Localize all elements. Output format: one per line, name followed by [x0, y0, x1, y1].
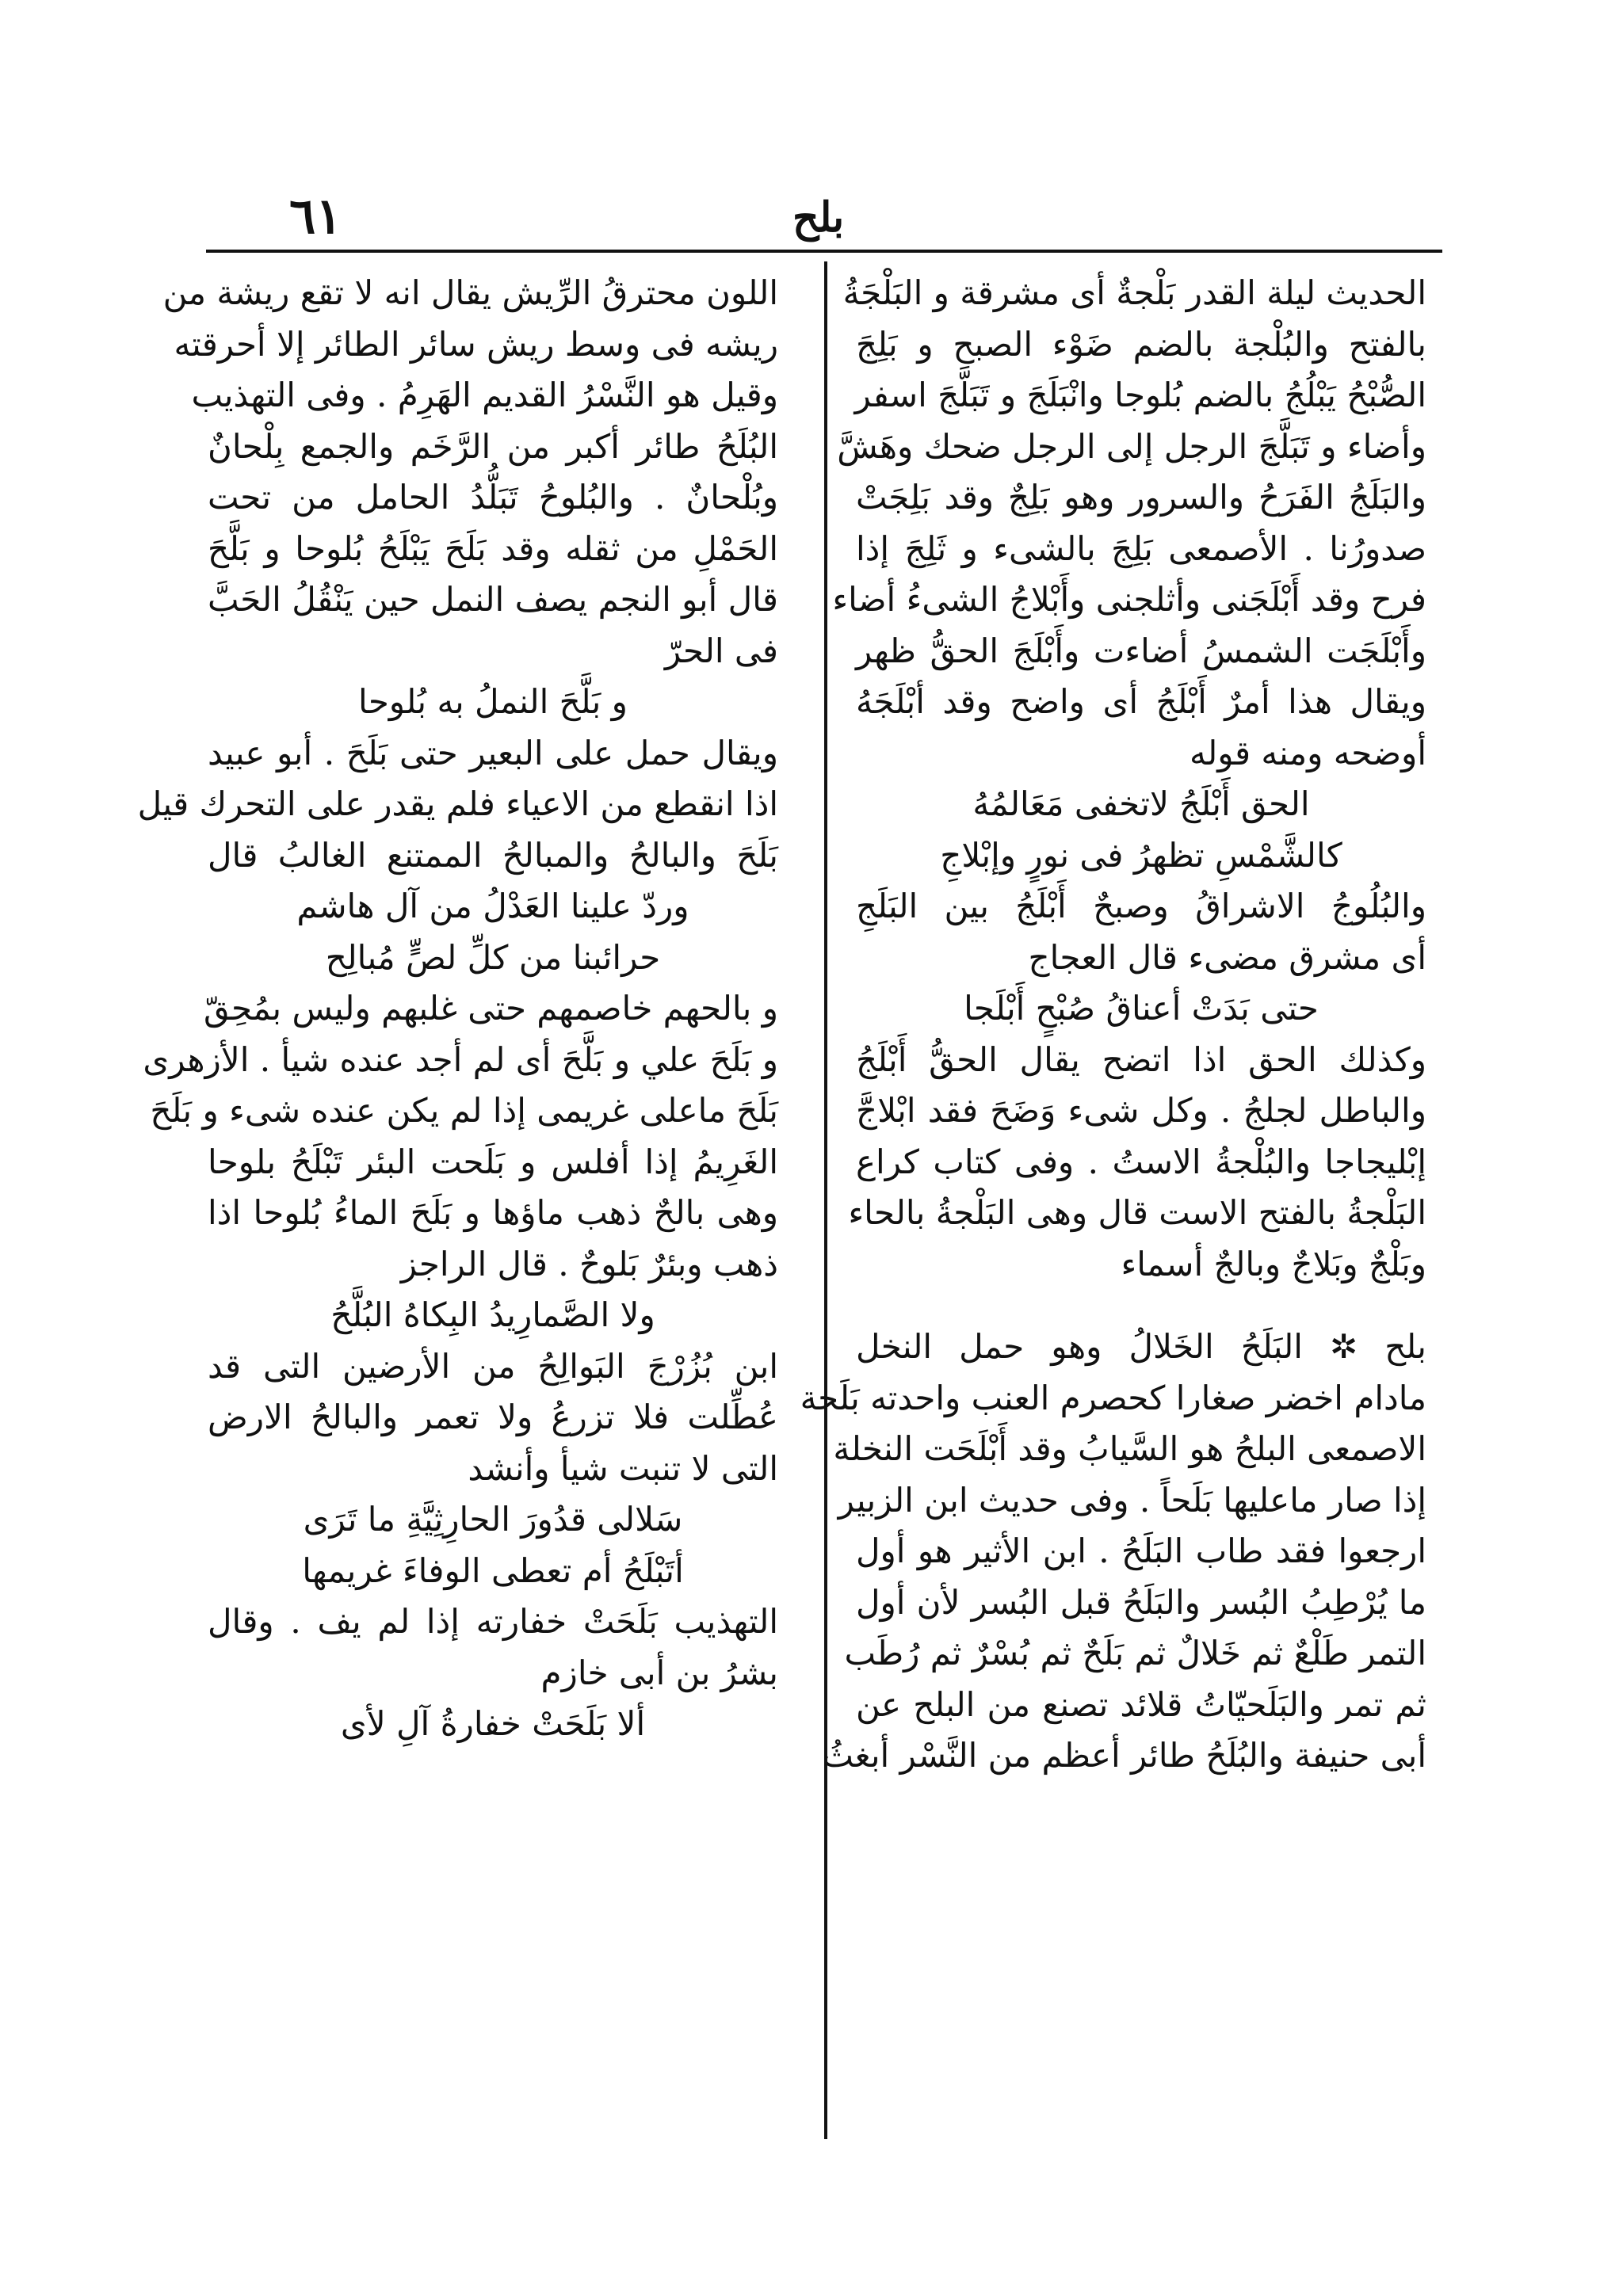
- text-line: وقيل هو النَّسْرُ القديم الهَرِمُ . وفى التهذيب: [191, 376, 778, 414]
- text-line: و بَلَحَ علي و بَلَّحَ أى لم أجد عنده شيأ . الأزهرى: [143, 1039, 778, 1079]
- text-line: بلح ✲ البَلَحُ الخَلالُ وهو حمل النخل: [856, 1327, 1426, 1366]
- text-line: بَلَحَ والبالحُ والمبالحُ الممتنع الغالبُ قال: [208, 835, 778, 875]
- text-line: وبُلْحانٌ . والبُلوحُ تَبَلُّدُ الحامل من تحت: [208, 478, 778, 517]
- text-line: ريشه فى وسط ريش سائر الطائر إلا أحرقته: [174, 324, 778, 364]
- text-line: صدورُنا . الأصمعى بَلِجَ بالشىء و ثَلِجَ إذا: [856, 528, 1426, 568]
- verse-line: أتَبْلَحُ أم تعطى الوفاءَ غريمها: [302, 1550, 684, 1590]
- text-line: الاصمعى البلحُ هو السَّيابُ وقد أَبْلَحَت النخلة: [833, 1429, 1426, 1468]
- text-line: وأَبْلَجَت الشمسُ أضاءت وأَبْلَجَ الحقُّ ظهر: [856, 631, 1426, 670]
- verse-line: و بَلَّحَ النملُ به بُلوحا: [358, 682, 628, 721]
- header-rule: [206, 250, 1442, 253]
- text-line: الحَمْلِ من ثقله وقد بَلَحَ يَبْلَحُ بُلوحا و بَلَّحَ: [208, 528, 778, 568]
- text-line: والباطل لجلجُ . وكل شىء وَضَحَ فقد ابْلاجَّ: [856, 1091, 1426, 1130]
- text-line: إذا صار ماعليها بَلَحاً . وفى حديث ابن الزبير: [838, 1480, 1426, 1520]
- text-line: مادام اخضر صغارا كحصرم العنب واحدته بَلَحة: [800, 1378, 1426, 1417]
- text-line: البَلْجةُ بالفتح الاست قال وهى البَلْجةُ بالحاء: [848, 1193, 1426, 1232]
- verse-line: حتى بَدَتْ أعناقُ صُبْحٍ أَبْلَجا: [964, 989, 1319, 1028]
- text-line: و بالحهم خاصمهم حتى غلبهم وليس بمُحِقّ: [203, 989, 778, 1028]
- text-line: الصُّبْحُ يَبْلُجُ بالضم بُلوجا وانْبَلَجَ و تَبَلَّجَ اسفر: [854, 376, 1426, 414]
- text-line: الغَرِيمُ إذا أفلس و بَلَحت البئر تَبْلَحُ بلوحا: [208, 1142, 778, 1181]
- text-line: التى لا تنبت شيأ وأنشد: [468, 1448, 778, 1488]
- page-number: ٦١: [289, 187, 342, 245]
- entry-gap: [856, 1290, 1426, 1322]
- text-line: وبَلْجٌ وبَلاجٌ وبالجٌ أسماء: [1121, 1244, 1426, 1283]
- text-line: البُلَحُ طائر أكبر من الرَّخَم والجمع بِلْحانٌ: [208, 426, 778, 466]
- text-line: التهذيب بَلَحَتْ خفارته إذا لم يف . وقال: [208, 1602, 778, 1641]
- text-line: ما يُرْطِبُ البُسر والبَلَحُ قبل البُسر لأن أول: [856, 1582, 1426, 1622]
- text-line: الحديث ليلة القدر بَلْجةٌ أى مشرقة و البَلْجَةُ: [842, 273, 1426, 312]
- verse-line: ألا بَلَحَتْ خفارةُ آلِ لأى: [340, 1704, 646, 1743]
- text-line: اللون محترقُ الرِّيش يقال انه لا تقع ريشة من: [162, 273, 778, 312]
- column-divider: [824, 261, 827, 2139]
- text-line: قال أبو النجم يصف النمل حين يَنْقُلُ الحَبَّ: [208, 580, 778, 619]
- text-line: فى الحرّ: [664, 631, 778, 670]
- text-line: وهى بالحٌ ذهب ماؤها و بَلَحَ الماءُ بُلوحا اذا: [208, 1193, 778, 1232]
- text-line: ابن بُزُرْجَ البَوالِحُ من الأرضين التى قد: [208, 1346, 778, 1386]
- verse-line: وردّ علينا العَدْلُ من آل هاشم: [296, 887, 689, 925]
- verse-line: سَلالى قدُورَ الحارِثِيَّةِ ما تَرَى: [303, 1500, 683, 1539]
- running-head: بلح: [792, 193, 845, 242]
- text-line: فرح وقد أَبْلَجَنى وأثلجنى وأَبْلاجُ الشىءُ أضاء: [832, 580, 1426, 619]
- text-line: عُطِّلت فلا تزرعُ ولا تعمر والبالحُ الارض: [208, 1398, 778, 1436]
- text-line: ويقال هذا أمرٌ أَبْلَجُ أى واضح وقد أبْلَجَهُ: [856, 682, 1426, 721]
- text-line: ويقال حمل على البعير حتى بَلَحَ . أبو عبيد: [208, 733, 778, 772]
- text-line: أى مشرق مضىء قال العجاج: [1028, 937, 1426, 977]
- left-column: [137, 268, 778, 1750]
- text-line: والبُلُوجُ الاشراقُ وصبحٌ أَبْلَجُ بين البَلَجِ: [856, 887, 1426, 925]
- text-line: بالفتح والبُلْجة بالضم ضَوْء الصبح و بَلِجَ: [856, 324, 1426, 364]
- right-column: [800, 268, 1426, 1782]
- text-line: اذا انقطع من الاعياء فلم يقدر على التحرك قيل: [137, 784, 778, 823]
- text-line: بَلَحَ ماعلى غريمى إذا لم يكن عنده شىء و بَلَحَ: [150, 1091, 778, 1130]
- text-line: بشرُ بن أبى خازم: [540, 1653, 778, 1692]
- text-line: ثم تمر والبَلَحيّاتُ قلائد تصنع من البلح عن: [856, 1684, 1426, 1724]
- text-line: ذهب وبئرٌ بَلوحٌ . قال الراجز: [400, 1244, 778, 1283]
- verse-line: كالشَّمْسِ تظهرُ فى نورٍ وإبْلاجِ: [940, 835, 1342, 875]
- text-line: وكذلك الحق اذا اتضح يقال الحقُّ أَبْلَجُ: [856, 1039, 1426, 1079]
- verse-line: حرائبنا من كلِّ لصٍّ مُبالِح: [325, 937, 661, 977]
- text-line: وأضاء و تَبَلَّجَ الرجل إلى الرجل ضحك وهَشَّ: [837, 426, 1426, 466]
- text-line: التمر طَلْعٌ ثم خَلالٌ ثم بَلَحٌ ثم بُسْرٌ ثم رُطَب: [844, 1634, 1426, 1672]
- page-header: [206, 187, 1442, 258]
- verse-line: ولا الصَّمارِيدُ البِكاهُ البُلَّحُ: [330, 1295, 655, 1334]
- text-line: والبَلَجُ الفَرَحُ والسرور وهو بَلِجٌ وقد بَلِجَتْ: [856, 478, 1426, 517]
- text-line: أوضحه ومنه قوله: [1189, 733, 1426, 772]
- text-line: إبْليجاجا والبُلْجةُ الاستُ . وفى كتاب كراع: [856, 1142, 1426, 1181]
- text-line: أبى حنيفة والبُلَحُ طائر أعظم من النَّسْر أبغثُ: [822, 1736, 1426, 1775]
- text-line: ارجعوا فقد طاب البَلَحُ . ابن الأثير هو أول: [856, 1531, 1426, 1570]
- verse-line: الحق أَبْلَجُ لاتخفى مَعَالمُهُ: [972, 784, 1310, 823]
